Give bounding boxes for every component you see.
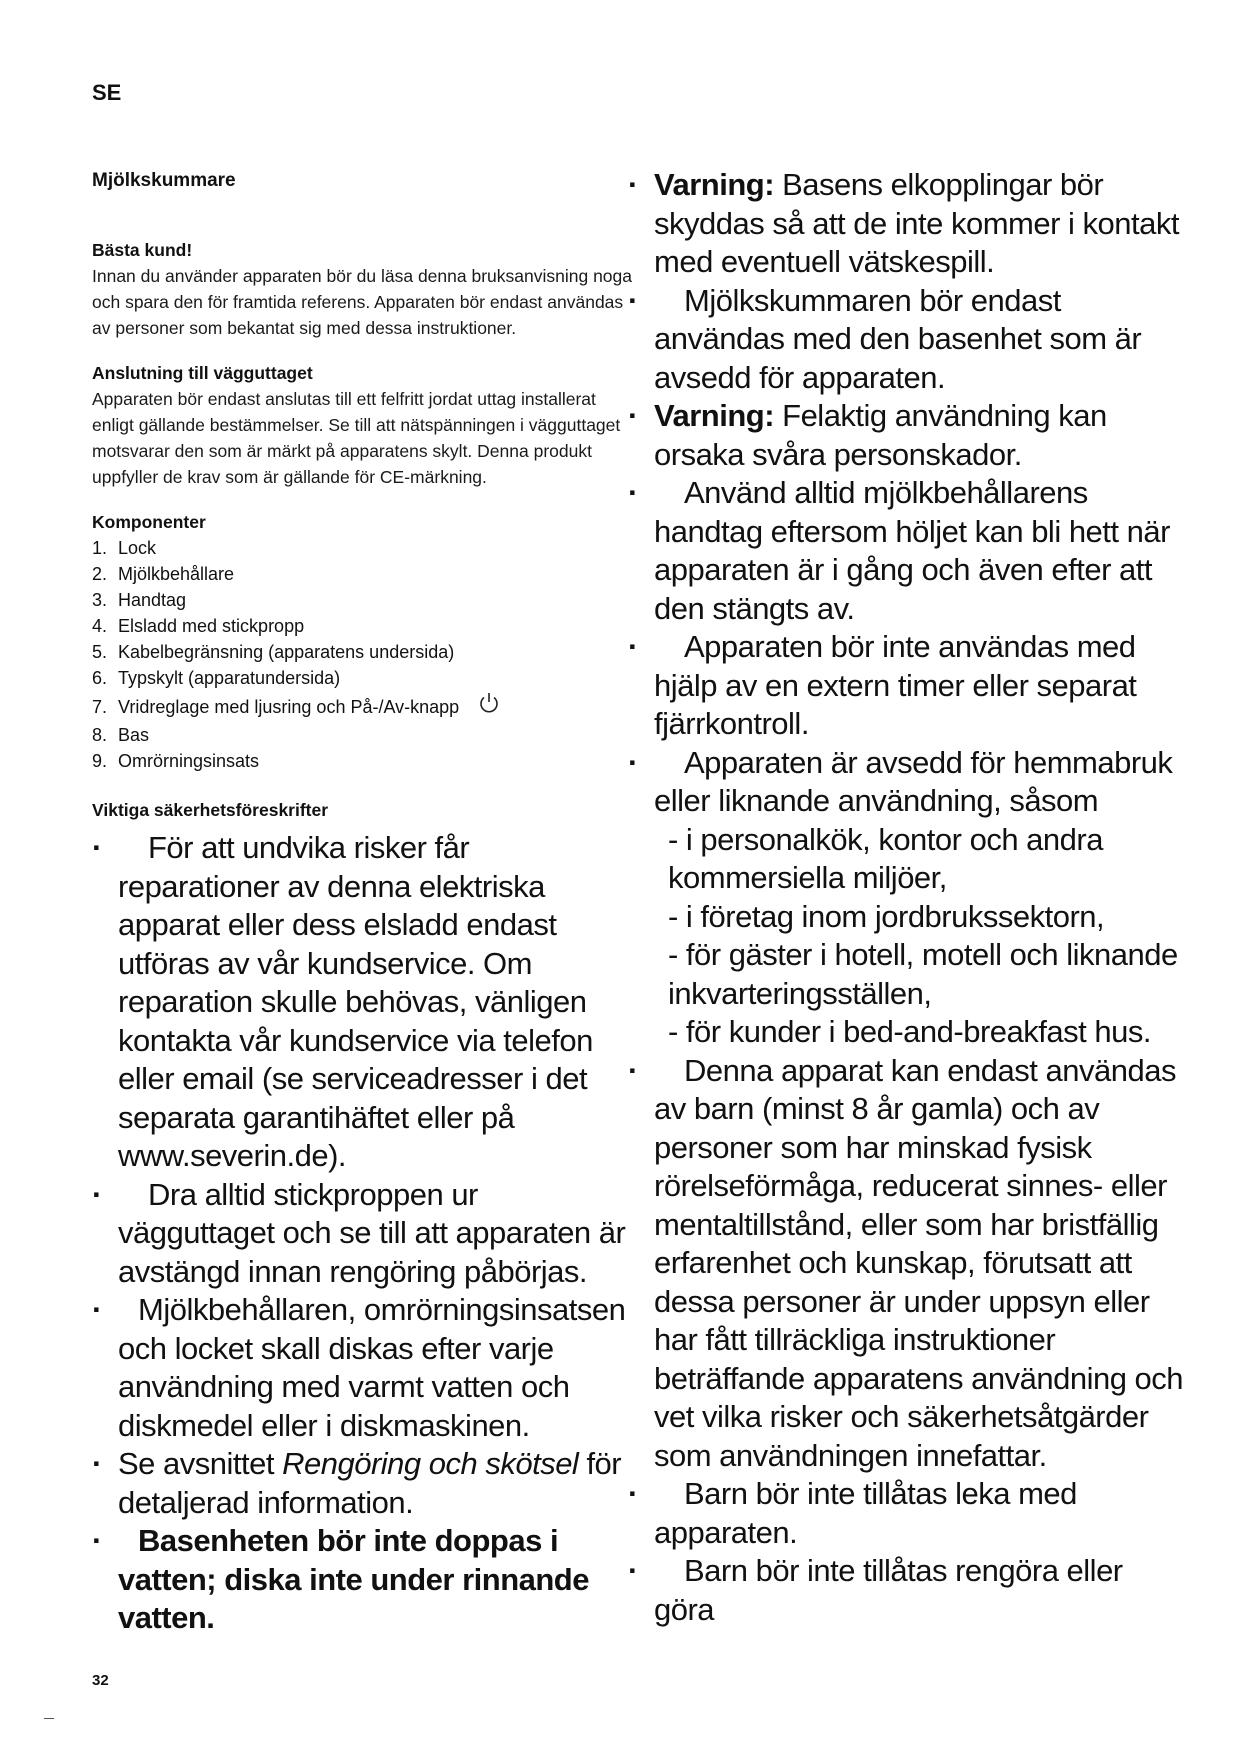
list-item: 4. Elsladd med stickpropp — [92, 616, 305, 636]
page-number: 32 — [92, 1672, 109, 1689]
safety-item: · Dra alltid stickproppen ur vägguttaget och se till att apparaten är avstängd innan rengöring påbörjas. — [92, 1176, 626, 1289]
safety-item: · Apparaten är avsedd för hemmabruk eller liknande användning, såsom — [628, 744, 1173, 818]
list-item: 8. Bas — [92, 725, 150, 745]
intro-heading: Bästa kund! — [92, 240, 193, 260]
usage-example: - i företag inom jordbrukssektorn, — [668, 898, 1105, 934]
safety-item: · Denna apparat kan endast användas av barn (minst 8 år gamla) och av personer som har minskad fysisk rörelseförmåga, reducerat sinnes- eller mentaltillstånd, eller som har bristfällig erfarenhet och kunskap, förutsatt att dessa personer är under uppsyn eller har fått tillräckliga instruktioner beträffande apparatens användning och vet vilka risker och säkerhetsåtgärder som användningen innefattar. — [628, 1052, 1184, 1473]
usage-example: - för kunder i bed-and-breakfast hus. — [668, 1014, 1151, 1049]
language-code: SE — [92, 80, 122, 105]
list-item: 6. Typskylt (apparatundersida) — [92, 668, 341, 688]
left-column — [92, 170, 632, 1638]
list-item: 1. Lock — [92, 538, 157, 558]
intro-text: Innan du använder apparaten bör du läsa denna bruksanvisning noga och spara den för framtida referens. Apparaten bör endast användas av personer som bekantat sig med dessa instruktioner. — [92, 266, 632, 338]
list-item: 7. Vridreglage med ljusring och På-/Av-knapp — [92, 691, 632, 722]
usage-example: - för gäster i hotell, motell och liknande inkvarteringsställen, — [668, 937, 1178, 1011]
safety-left-list — [92, 829, 632, 1638]
safety-item: · Mjölkbehållaren, omrörningsinsatsen och locket skall diskas efter varje användning med varmt vatten och diskmedel eller i diskmaskinen. — [92, 1292, 626, 1443]
right-column — [628, 166, 1188, 1629]
connection-heading: Anslutning till vägguttaget — [92, 363, 313, 383]
safety-item: · Apparaten bör inte användas med hjälp av en extern timer eller separat fjärrkontroll. — [628, 629, 1137, 741]
safety-item: · Varning: Basens elkopplingar bör skyddas så att de inte kommer i kontakt med eventuell vätskespill. — [628, 167, 1179, 279]
list-item: 3. Handtag — [92, 590, 187, 610]
list-item: 9. Omrörningsinsats — [92, 751, 260, 771]
safety-item: · Mjölkskummaren bör endast användas med den basenhet som är avsedd för apparaten. — [628, 282, 1142, 395]
safety-item: · Använd alltid mjölkbehållarens handtag eftersom höljet kan bli hett när apparaten är i gång och även efter att den stängts av. — [628, 475, 1170, 626]
safety-heading: Viktiga säkerhetsföreskrifter — [92, 800, 329, 820]
safety-item: · Varning: Felaktig användning kan orsaka svåra personskador. — [628, 398, 1107, 472]
safety-item: · För att undvika risker får reparationer av denna elektriska apparat eller dess elsladd endast utföras av vår kundservice. Om reparation skulle behövas, vänligen kontakta vår kundservice via telefon eller email (se serviceadresser i det separata garantihäftet eller på www.severin.de). — [92, 830, 593, 1173]
page-title: Mjölkskummare — [92, 170, 236, 191]
crop-mark — [44, 1718, 54, 1719]
components-heading: Komponenter — [92, 512, 206, 532]
list-item: 5. Kabelbegränsning (apparatens undersida) — [92, 642, 455, 662]
safety-item: · Se avsnittet Rengöring och skötsel för detaljerad information. — [92, 1446, 622, 1520]
connection-text: Apparaten bör endast anslutas till ett felfritt jordat uttag installerat enligt gällande bestämmelser. Se till att nätspänningen i vägguttaget motsvarar den som är märkt på apparatens skylt. Denna produkt uppfyller de krav som är gällande för CE-märkning. — [92, 389, 621, 487]
power-icon — [477, 691, 501, 722]
safety-item: · Barn bör inte tillåtas rengöra eller göra — [628, 1553, 1123, 1627]
safety-item: · Basenheten bör inte doppas i vatten; diska inte under rinnande vatten. — [92, 1523, 589, 1635]
usage-example: - i personalkök, kontor och andra kommersiella miljöer, — [668, 821, 1103, 895]
list-item: 2. Mjölkbehållare — [92, 564, 235, 584]
components-list — [92, 535, 632, 774]
safety-item: · Barn bör inte tillåtas leka med apparaten. — [628, 1476, 1077, 1550]
